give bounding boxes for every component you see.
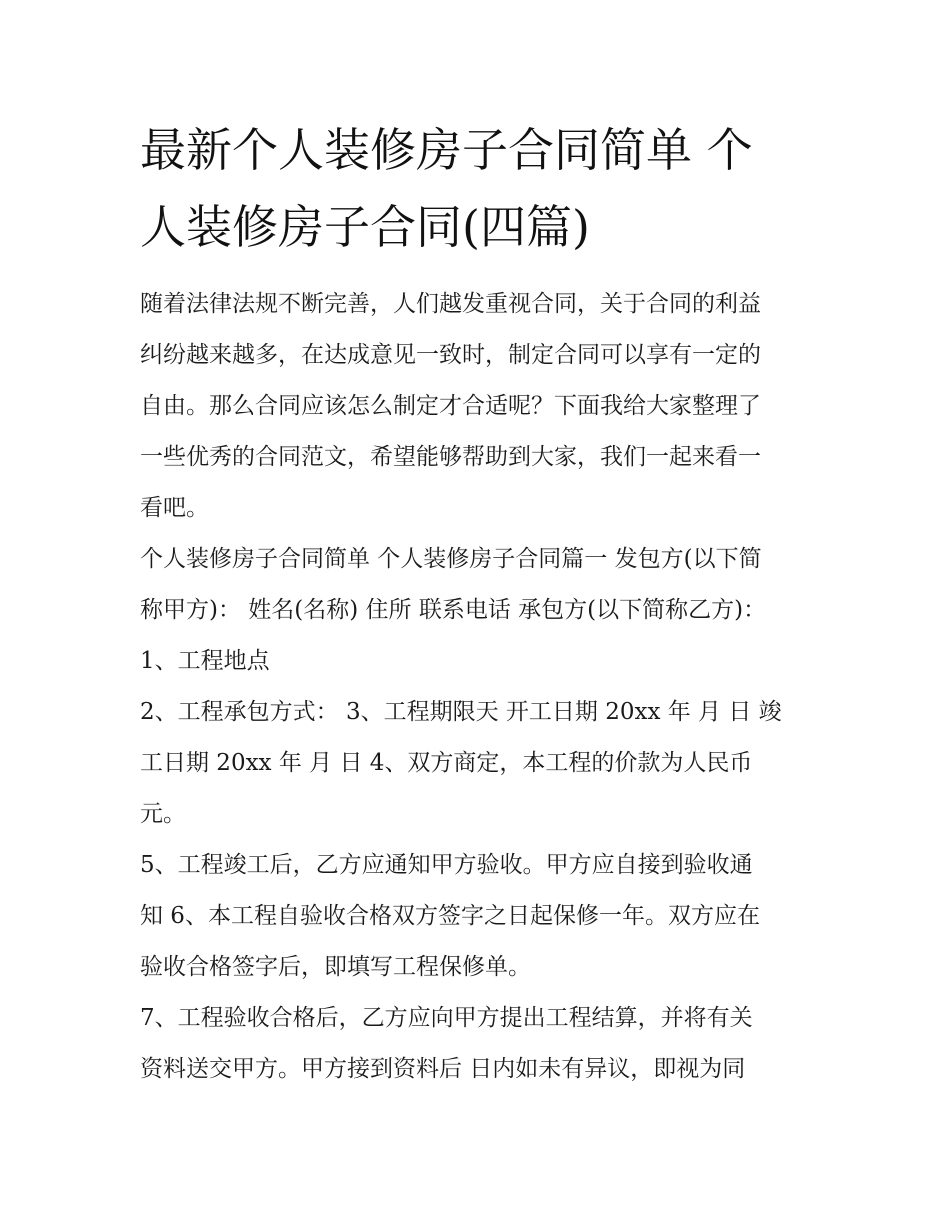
text-line: 个人装修房子合同简单 个人装修房子合同篇一 发包方(以下简 <box>140 546 762 572</box>
paragraph-parties <box>140 534 820 636</box>
text-line: 看吧。 <box>140 495 209 521</box>
text-line: 资料送交甲方。甲方接到资料后 日内如未有异议，即视为同 <box>140 1056 746 1082</box>
text-line: 知 6、本工程自验收合格双方签字之日起保修一年。双方应在 <box>140 903 760 929</box>
title-line: 人装修房子合同(四篇) <box>140 200 590 254</box>
paragraph-intro <box>140 279 820 534</box>
text-line: 随着法律法规不断完善，人们越发重视合同，关于合同的利益 <box>140 291 761 317</box>
text-line: 5、工程竣工后，乙方应通知甲方验收。甲方应自接到验收通 <box>140 852 753 878</box>
document-body <box>140 279 820 1095</box>
title-line: 最新个人装修房子合同简单 个 <box>140 123 753 177</box>
text-line: 2、工程承包方式： 3、工程期限天 开工日期 20xx 年 月 日 竣 <box>140 699 782 725</box>
text-line: 一些优秀的合同范文，希望能够帮助到大家，我们一起来看一 <box>140 444 761 470</box>
text-line: 纠纷越来越多，在达成意见一致时，制定合同可以享有一定的 <box>140 342 761 368</box>
paragraph-clause-1 <box>140 636 820 687</box>
text-line: 元。 <box>140 801 186 827</box>
paragraph-clause-7 <box>140 993 820 1095</box>
paragraph-clause-5-6 <box>140 840 820 993</box>
text-line: 验收合格签字后，即填写工程保修单。 <box>140 954 531 980</box>
text-line: 1、工程地点 <box>140 648 270 674</box>
text-line: 工日期 20xx 年 月 日 4、双方商定，本工程的价款为人民币 <box>140 750 753 776</box>
text-line: 称甲方)： 姓名(名称) 住所 联系电话 承包方(以下简称乙方)： <box>140 597 767 623</box>
document-title <box>140 112 820 266</box>
paragraph-clause-2-4 <box>140 687 820 840</box>
text-line: 7、工程验收合格后，乙方应向甲方提出工程结算，并将有关 <box>140 1005 753 1031</box>
text-line: 自由。那么合同应该怎么制定才合适呢？下面我给大家整理了 <box>140 393 761 419</box>
